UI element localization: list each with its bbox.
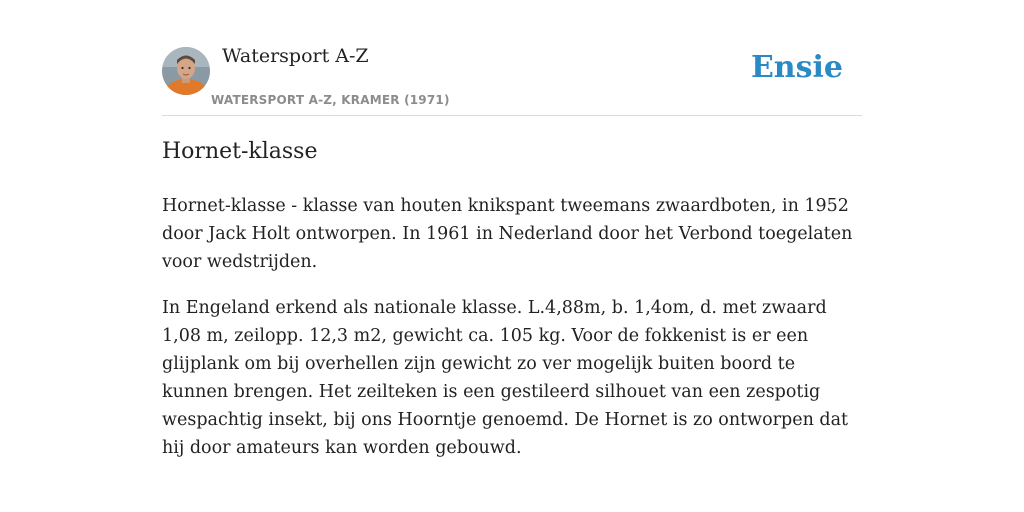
header-divider (162, 115, 862, 116)
entry-body (162, 192, 862, 480)
source-avatar[interactable] (162, 47, 210, 95)
source-title[interactable]: Watersport A-Z (222, 45, 369, 67)
entry-paragraph: In Engeland erkend als nationale klasse. L.4,88m, b. 1,4om, d. met zwaard 1,08 m, zeilopp. 12,3 m2, gewicht ca. 105 kg. Voor de fokkenist is er een glijplank om bij overhellen zijn gewicht zo ver mogelijk buiten boord te kunnen brengen. Het zeilteken is een gestileerd silhouet van een zespotig wespachtig insekt, bij ons Hoorntje genoemd. De Hornet is zo ontworpen dat hij door amateurs kan worden gebouwd. (162, 298, 849, 458)
author-portrait-icon (162, 47, 210, 95)
source-subtitle: WATERSPORT A-Z, KRAMER (1971) (211, 93, 450, 107)
entry-title: Hornet-klasse (162, 139, 318, 164)
entry-paragraph: Hornet-klasse - klasse van houten knikspant tweemans zwaardboten, in 1952 door Jack Holt ontworpen. In 1961 in Nederland door het Verbond toegelaten voor wedstrijden. (162, 196, 853, 272)
brand-logo[interactable]: Ensie (750, 50, 843, 85)
